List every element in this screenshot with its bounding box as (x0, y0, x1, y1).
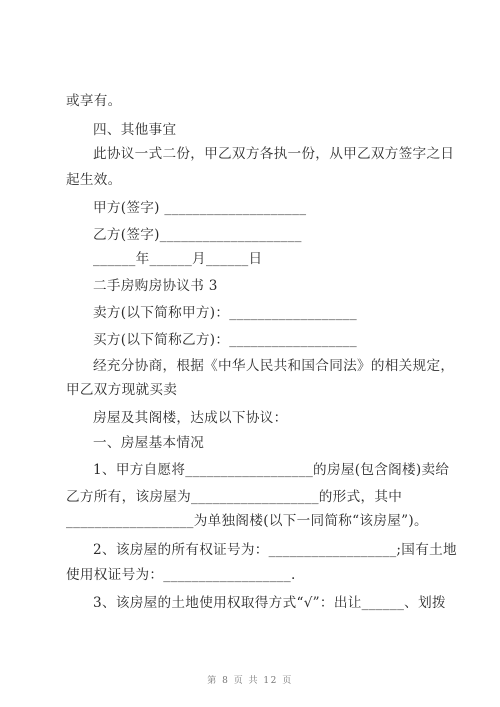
text-line-13: 房屋及其阁楼，达成以下协议： (93, 410, 288, 426)
text-line-1: 或享有。 (66, 93, 122, 109)
party-a-signature-line: 甲方(签字) ____________________ (93, 200, 307, 216)
clause-1-line-2: 乙方所有，该房屋为__________________的形式，其中 (66, 489, 403, 505)
section-heading-4: 四、其他事宜 (93, 122, 177, 138)
document-title: 二手房购房协议书 3 (93, 278, 218, 294)
clause-2-line-1: 2、该房屋的所有权证号为：__________________;国有土地 (93, 542, 457, 558)
clause-3-line-1: 3、该房屋的土地使用权取得方式“√”：出让______、划拨 (93, 595, 446, 611)
party-b-signature-line: 乙方(签字)____________________ (93, 227, 302, 243)
clause-1-line-1: 1、甲方自愿将__________________的房屋(包含阁楼)卖给 (93, 462, 450, 478)
page-number-footer: 第 8 页 共 12 页 (207, 676, 293, 686)
section-heading-1: 一、房屋基本情况 (93, 435, 205, 451)
date-line: ______年______月______日 (93, 251, 263, 267)
clause-1-line-3: __________________为单独阁楼(以下一同简称“该房屋”)。 (66, 513, 428, 529)
clause-2-line-2: 使用权证号为：__________________. (66, 567, 296, 583)
buyer-line: 买方(以下简称乙方)：__________________ (93, 332, 357, 348)
text-line-12: 甲乙双方现就买卖 (66, 382, 178, 398)
seller-line: 卖方(以下简称甲方)：__________________ (93, 305, 357, 321)
text-line-3: 此协议一式二份，甲乙双方各执一份，从甲乙双方签字之日 (93, 146, 455, 162)
text-line-11: 经充分协商，根据《中华人民共和国合同法》的相关规定， (93, 358, 455, 374)
text-line-4: 起生效。 (66, 172, 122, 188)
